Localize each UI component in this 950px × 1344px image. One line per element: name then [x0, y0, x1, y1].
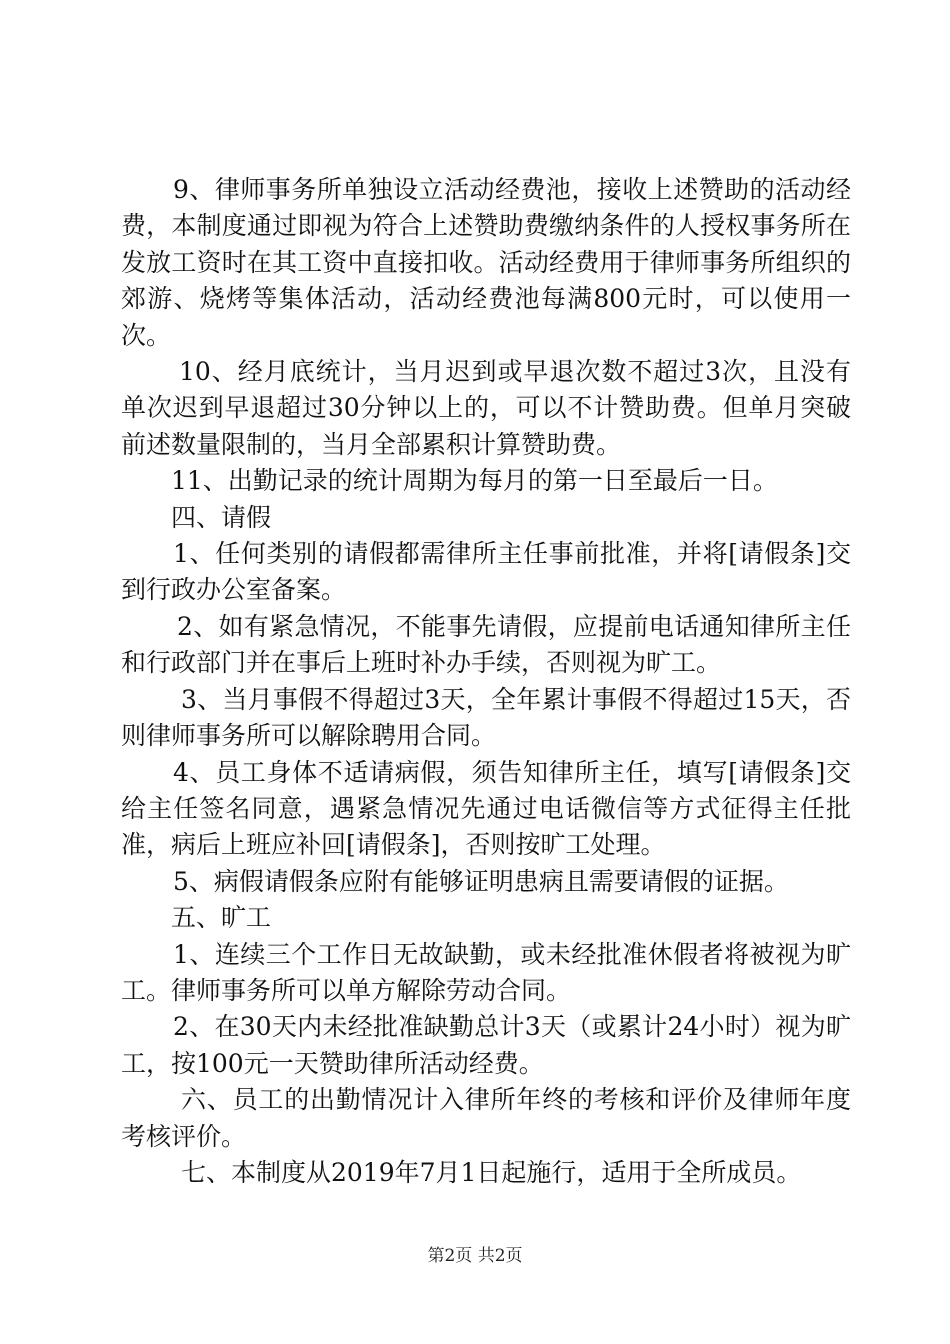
- paragraph-leave-approval: 1、任何类别的请假都需律所主任事前批准，并将[请假条]交到行政办公室备案。: [121, 539, 851, 605]
- paragraph-attendance-period: 11、出勤记录的统计周期为每月的第一日至最后一日。: [171, 466, 778, 496]
- section-heading-absenteeism: 五、旷工: [171, 903, 272, 933]
- paragraph-sick-leave-evidence: 5、病假请假条应附有能够证明患病且需要请假的证据。: [173, 866, 789, 896]
- paragraph-sick-leave: 4、员工身体不适请病假，须告知律所主任，填写[请假条]交给主任签名同意，遇紧急情况先通过电话微信等方式征得主任批准，病后上班应补回[请假条]，否则按旷工处理。: [121, 757, 851, 860]
- page-footer: 第2页 共2页: [427, 1246, 523, 1266]
- paragraph-monthly-statistics: 10、经月底统计，当月迟到或早退次数不超过3次，且没有单次迟到早退超过30分钟以上的，可以不计赞助费。但单月突破前述数量限制的，当月全部累积计算赞助费。: [121, 357, 851, 459]
- paragraph-accumulated-absence: 2、在30天内未经批准缺勤总计3天（或累计24小时）视为旷工，按100元一天赞助律所活动经费。: [121, 1012, 851, 1078]
- paragraph-activity-fund: 9、律师事务所单独设立活动经费池，接收上述赞助的活动经费，本制度通过即视为符合上述赞助费缴纳条件的人授权事务所在发放工资时在其工资中直接扣收。活动经费用于律师事务所组织的郊游、烧烤等集体活动，活动经费池每满800元时，可以使用一次。: [121, 175, 851, 350]
- paragraph-personal-leave-limit: 3、当月事假不得超过3天，全年累计事假不得超过15天，否则律师事务所可以解除聘用合同。: [121, 684, 851, 751]
- paragraph-annual-evaluation: 六、员工的出勤情况计入律所年终的考核和评价及律师年度考核评价。: [121, 1085, 851, 1151]
- paragraph-emergency-leave: 2、如有紧急情况，不能事先请假，应提前电话通知律所主任和行政部门并在事后上班时补办手续，否则视为旷工。: [121, 611, 851, 678]
- paragraph-effective-date: 七、本制度从2019年7月1日起施行，适用于全所成员。: [181, 1157, 802, 1187]
- paragraph-consecutive-absence: 1、连续三个工作日无故缺勤，或未经批准休假者将被视为旷工。律师事务所可以单方解除劳动合同。: [121, 939, 851, 1005]
- document-body: [121, 172, 851, 1191]
- section-heading-leave: 四、请假: [171, 502, 272, 532]
